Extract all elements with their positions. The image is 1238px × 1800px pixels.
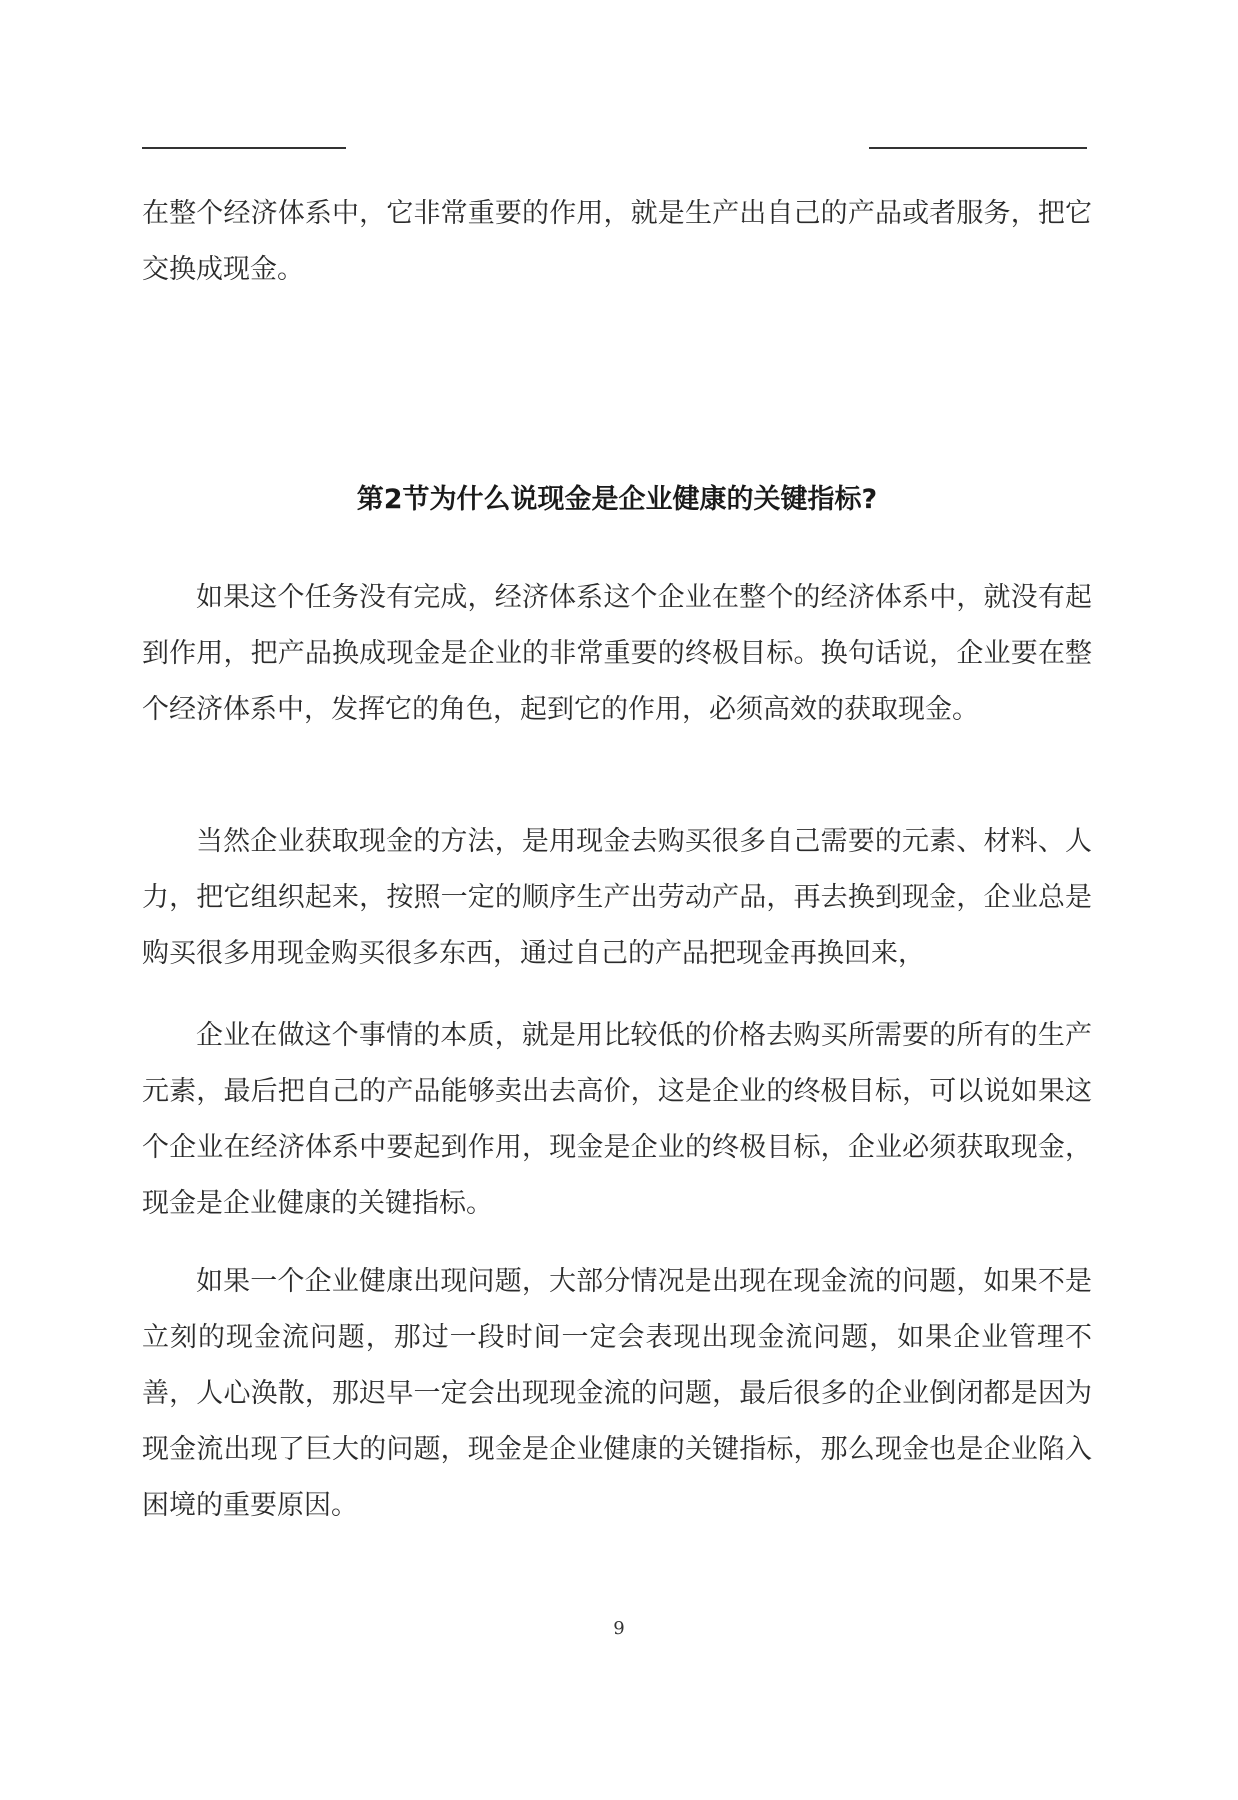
body-paragraph-4: 如果一个企业健康出现问题，大部分情况是出现在现金流的问题，如果不是立刻的现金流问题，那过一段时间一定会表现出现金流问题，如果企业管理不善，人心涣散，那迟早一定会出现现金流的问题，最后很多的企业倒闭都是因为现金流出现了巨大的问题，现金是企业健康的关键指标，那么现金也是企业陷入困境的重要原因。 [142,1266,1092,1521]
header-rule-left [142,147,346,149]
intro-paragraph: 在整个经济体系中，它非常重要的作用，就是生产出自己的产品或者服务，把它交换成现金。 [142,198,1092,285]
body-paragraph-2: 当然企业获取现金的方法，是用现金去购买很多自己需要的元素、材料、人力，把它组织起来，按照一定的顺序生产出劳动产品，再去换到现金，企业总是购买很多用现金购买很多东西，通过自己的产品把现金再换回来， [142,826,1092,969]
page-number: 9 [613,1618,625,1639]
header-rule-right [869,147,1087,149]
body-paragraph-1: 如果这个任务没有完成，经济体系这个企业在整个的经济体系中，就没有起到作用，把产品换成现金是企业的非常重要的终极目标。换句话说，企业要在整个经济体系中，发挥它的角色，起到它的作用，必须高效的获取现金。 [142,582,1092,725]
body-paragraph-3: 企业在做这个事情的本质，就是用比较低的价格去购买所需要的所有的生产元素，最后把自己的产品能够卖出去高价，这是企业的终极目标，可以说如果这个企业在经济体系中要起到作用，现金是企业的终极目标，企业必须获取现金，现金是企业健康的关键指标。 [142,1020,1092,1219]
section-heading: 第2节为什么说现金是企业健康的关键指标? [356,484,878,515]
